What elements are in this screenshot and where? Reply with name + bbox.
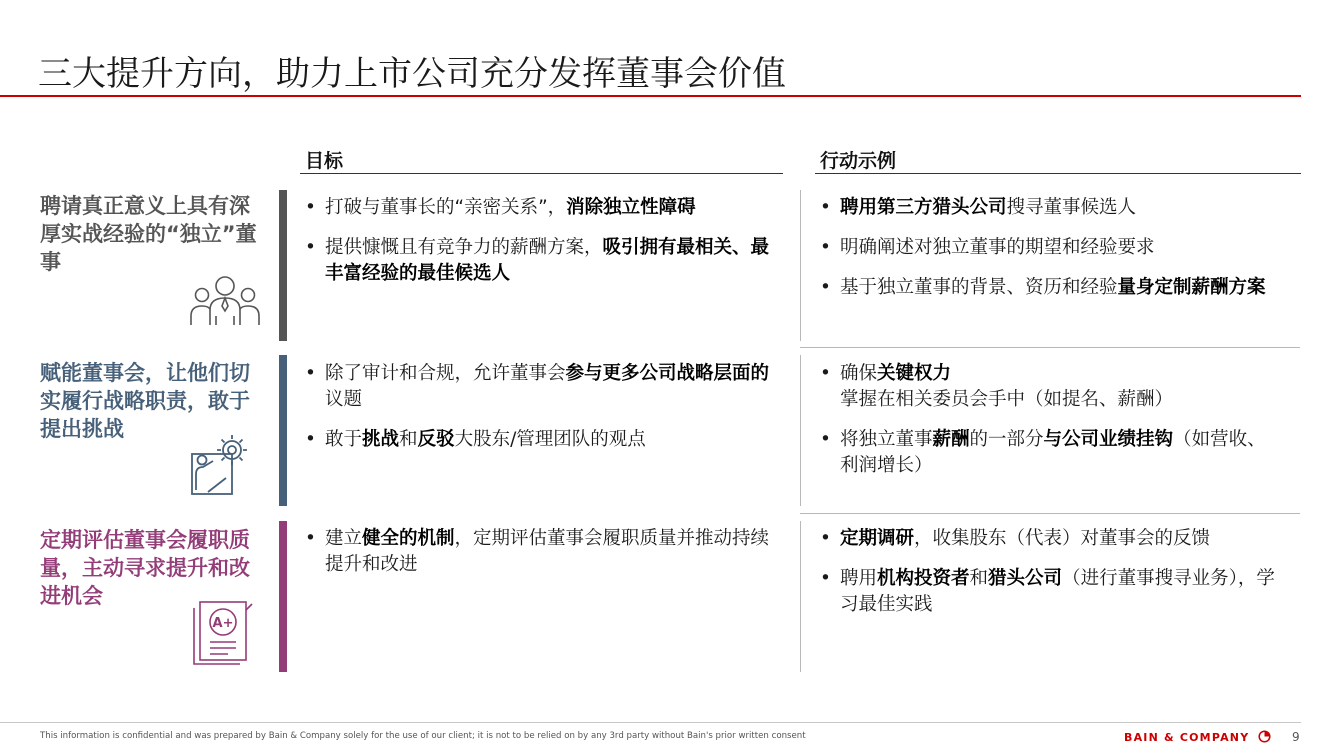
bullet-emphasis: 量身定制薪酬方案 xyxy=(1117,277,1266,298)
goal-bullet xyxy=(305,235,770,287)
bullet-emphasis: 聘用第三方猎头公司 xyxy=(840,197,1007,218)
column-header-goal-rule xyxy=(300,173,783,174)
action-bullet xyxy=(820,566,1282,618)
goal-bullet xyxy=(305,427,770,453)
row-bar-2 xyxy=(279,355,287,506)
bullet-text: 打破与董事长的“亲密关系”， xyxy=(325,197,567,218)
action-bullet xyxy=(820,275,1282,301)
row-bar-3 xyxy=(279,521,287,672)
page-number: 9 xyxy=(1292,730,1300,744)
bullet-text: 将独立董事 xyxy=(840,429,933,450)
gear-person-icon xyxy=(186,430,256,496)
bullet-text: 聘用 xyxy=(840,568,878,589)
bullet-text: （进行董事搜寻业务），学习最佳实践 xyxy=(840,568,1275,615)
row-label-evaluate-board: 定期评估董事会履职质量，主动寻求提升和改进机会 xyxy=(40,528,250,608)
bullet-text: 基于独立董事的背景、资历和经验 xyxy=(840,277,1118,298)
action-cell-3 xyxy=(820,526,1282,632)
goal-bullet xyxy=(305,361,770,413)
bullet-text: ，定期评估董事会履职质量并推动持续提升和改进 xyxy=(325,528,770,575)
page-title: 三大提升方向，助力上市公司充分发挥董事会价值 xyxy=(38,54,786,94)
row-divider-1 xyxy=(800,347,1300,348)
column-divider-2 xyxy=(800,355,801,506)
action-cell-1 xyxy=(820,195,1282,315)
bullet-emphasis: 薪酬 xyxy=(932,429,970,450)
bullet-text: 议题 xyxy=(325,389,363,410)
bullet-emphasis: 反驳 xyxy=(417,429,455,450)
action-bullet xyxy=(820,361,1282,413)
bullet-text: （如营收、利润增长） xyxy=(840,429,1266,476)
report-grade-icon xyxy=(186,598,256,666)
bullet-text: 的一部分 xyxy=(969,429,1044,450)
brand-logo-text: BAIN & COMPANY xyxy=(1124,731,1250,744)
grade-label: A+ xyxy=(212,616,234,631)
column-divider-3 xyxy=(800,521,801,672)
bullet-emphasis: 定期调研 xyxy=(840,528,915,549)
bullet-text: 和 xyxy=(969,568,989,589)
row-divider-2 xyxy=(800,513,1300,514)
bullet-text: 掌握在相关委员会手中（如提名、薪酬） xyxy=(840,389,1174,410)
goal-cell-1 xyxy=(305,195,770,301)
bullet-text: 确保 xyxy=(840,363,878,384)
goal-cell-3 xyxy=(305,526,770,592)
column-header-action-rule xyxy=(815,173,1301,174)
goal-cell-2 xyxy=(305,361,770,467)
footer-disclaimer: This information is confidential and was prepared by Bain & Company solely for the use of our client; it is not to be relied on by any 3rd party without Bain's prior written consent xyxy=(40,731,806,741)
bullet-text: 敢于 xyxy=(325,429,363,450)
title-divider xyxy=(0,95,1301,97)
action-bullet xyxy=(820,235,1282,261)
bullet-emphasis: 关键权力 xyxy=(877,363,952,384)
logo-mark-icon xyxy=(1258,730,1271,743)
row-label-empower-board: 赋能董事会，让他们切实履行战略职责，敢于提出挑战 xyxy=(40,361,250,441)
bullet-text: 搜寻董事候选人 xyxy=(1006,197,1137,218)
action-bullet xyxy=(820,195,1282,221)
column-header-action: 行动示例 xyxy=(820,150,897,172)
footer-divider xyxy=(0,722,1301,723)
bullet-emphasis: 消除独立性障碍 xyxy=(566,197,696,218)
bullet-text: ，收集股东（代表）对董事会的反馈 xyxy=(914,528,1211,549)
bullet-text: 和 xyxy=(399,429,418,450)
bullet-text: 大股东/管理团队的观点 xyxy=(454,429,646,450)
column-header-goal: 目标 xyxy=(305,150,344,172)
action-cell-2 xyxy=(820,361,1282,493)
action-bullet xyxy=(820,526,1282,552)
bullet-emphasis: 猎头公司 xyxy=(988,568,1063,589)
people-group-icon xyxy=(186,270,264,328)
goal-bullet xyxy=(305,195,770,221)
goal-bullet xyxy=(305,526,770,578)
bullet-emphasis: 吸引拥有最相关、最丰富经验的最佳候选人 xyxy=(325,237,770,284)
bullet-text: 明确阐述对独立董事的期望和经验要求 xyxy=(840,237,1155,258)
row-bar-1 xyxy=(279,190,287,341)
bullet-emphasis: 机构投资者 xyxy=(877,568,970,589)
bullet-emphasis: 参与更多公司战略层面的 xyxy=(565,363,770,384)
row-label-independent-directors: 聘请真正意义上具有深厚实战经验的“独立”董事 xyxy=(40,194,257,274)
column-divider-1 xyxy=(800,190,801,341)
bullet-emphasis: 挑战 xyxy=(362,429,400,450)
action-bullet xyxy=(820,427,1282,479)
bullet-text: 除了审计和合规，允许董事会 xyxy=(325,363,566,384)
brand-logo xyxy=(1124,730,1271,744)
bullet-emphasis: 健全的机制 xyxy=(362,528,455,549)
bullet-emphasis: 与公司业绩挂钩 xyxy=(1043,429,1174,450)
bullet-text: 建立 xyxy=(325,528,363,549)
bullet-text: 提供慷慨且有竞争力的薪酬方案， xyxy=(325,237,603,258)
